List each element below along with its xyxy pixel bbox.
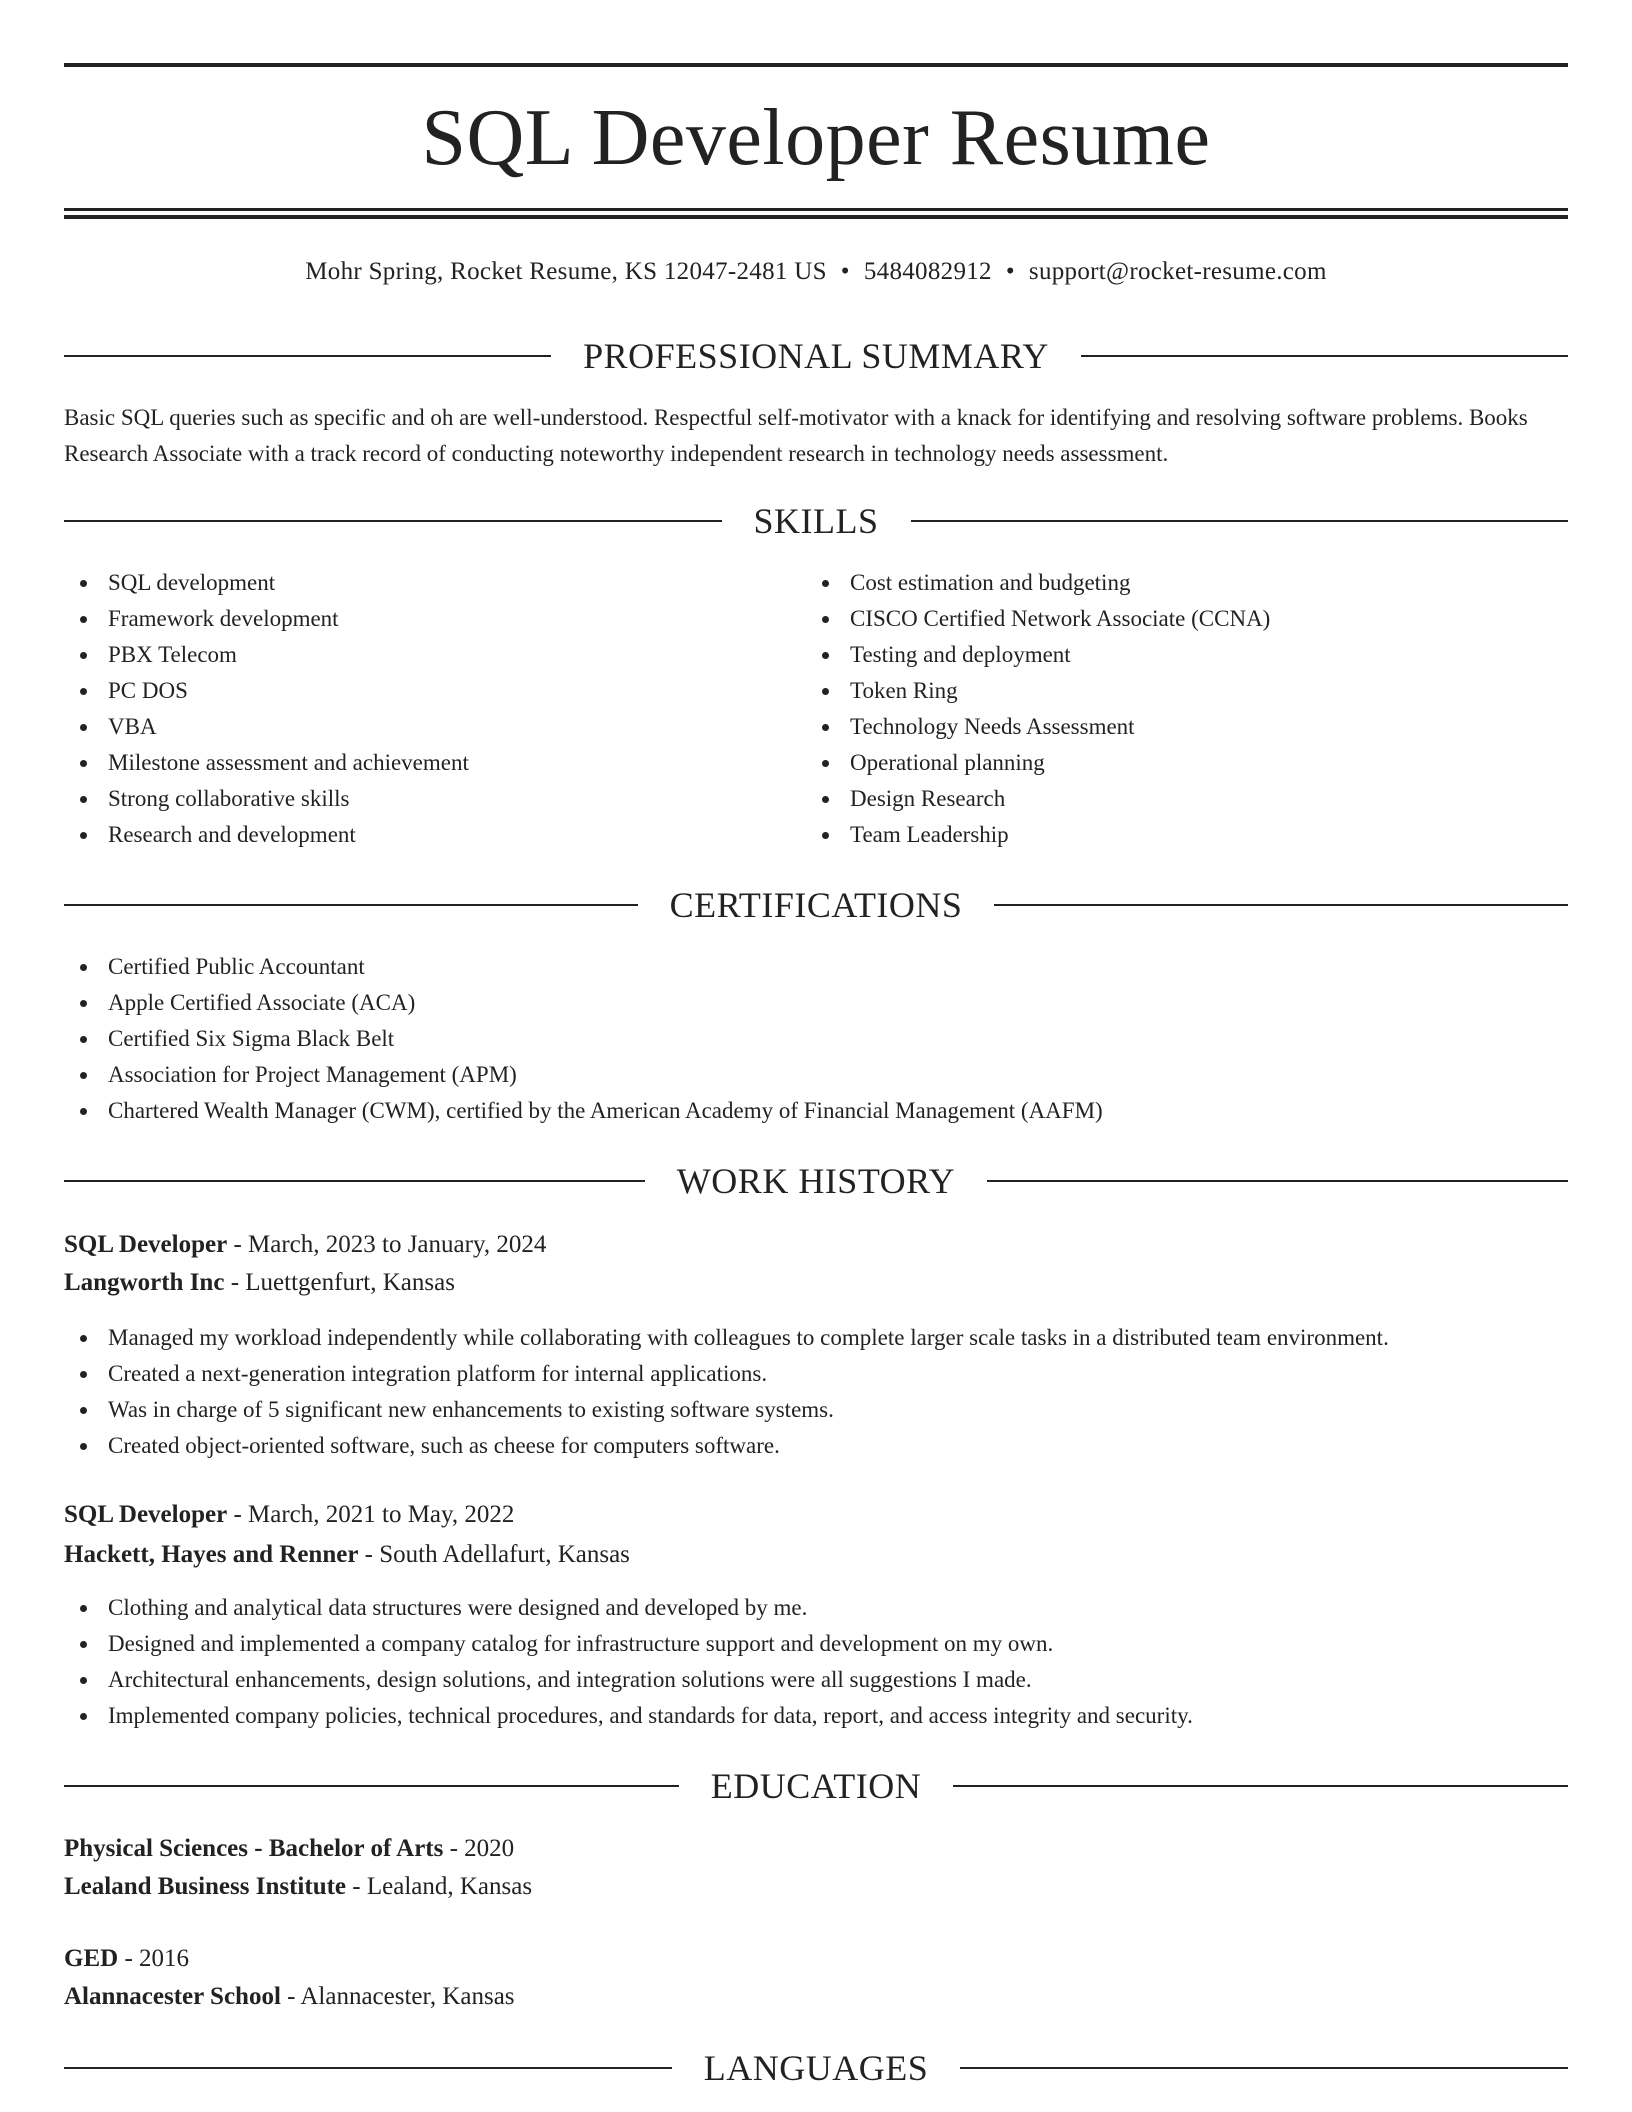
job-title: SQL Developer xyxy=(64,1231,228,1258)
contact-line xyxy=(64,252,1568,292)
job-bullets xyxy=(64,1590,1193,1734)
job-location: - Luettgenfurt, Kansas xyxy=(224,1269,455,1296)
certification-item: Chartered Wealth Manager (CWM), certified by the American Academy of Financial Management (AAFM) xyxy=(64,1093,1103,1129)
job-company: Hackett, Hayes and Renner xyxy=(64,1541,359,1568)
certifications-section-header xyxy=(64,881,1568,929)
degree-year: - 2020 xyxy=(443,1835,515,1862)
school-line xyxy=(64,1869,532,1905)
resume-title: SQL Developer Resume xyxy=(421,94,1211,182)
section-rule xyxy=(64,1785,679,1787)
skill-item: Design Research xyxy=(806,781,1270,817)
degree-year: - 2016 xyxy=(118,1945,190,1972)
section-rule xyxy=(1081,355,1568,357)
job-dates: - March, 2021 to May, 2022 xyxy=(227,1501,515,1528)
school: Alannacester School xyxy=(64,1983,281,2010)
school-line xyxy=(64,1979,515,2015)
degree-line xyxy=(64,1831,514,1867)
summary-text: Basic SQL queries such as specific and oh are well-understood. Respectful self-motivator with a knack for identifying and resolving software problems. Books Research Associate with a track record of conducting noteworthy independent research in technology needs assessment. xyxy=(64,405,1528,466)
contact-email: support@rocket-resume.com xyxy=(1028,258,1327,285)
section-rule xyxy=(987,1180,1568,1182)
job-title-line xyxy=(64,1227,546,1263)
skill-item: Cost estimation and budgeting xyxy=(806,565,1270,601)
certifications-heading: CERTIFICATIONS xyxy=(669,885,963,925)
languages-section-header xyxy=(64,2044,1568,2092)
languages-heading: LANGUAGES xyxy=(703,2048,929,2088)
skill-item: PC DOS xyxy=(64,673,469,709)
section-rule xyxy=(64,520,722,522)
skill-item: SQL development xyxy=(64,565,469,601)
section-rule xyxy=(64,904,638,906)
section-rule xyxy=(953,1785,1568,1787)
education-heading: EDUCATION xyxy=(710,1766,922,1806)
job-bullets xyxy=(64,1320,1389,1464)
skill-item: Token Ring xyxy=(806,673,1270,709)
section-rule xyxy=(64,1180,645,1182)
job-company-line xyxy=(64,1537,630,1573)
degree: GED xyxy=(64,1945,119,1972)
job-company: Langworth Inc xyxy=(64,1269,225,1296)
school-location: - Alannacester, Kansas xyxy=(280,1983,515,2010)
skill-item: VBA xyxy=(64,709,469,745)
certification-item: Certified Six Sigma Black Belt xyxy=(64,1021,1103,1057)
school: Lealand Business Institute xyxy=(64,1873,347,1900)
summary-heading: PROFESSIONAL SUMMARY xyxy=(583,336,1049,376)
contact-separator: • xyxy=(1005,258,1015,285)
job-bullet: Created object-oriented software, such as cheese for computers software. xyxy=(64,1428,1389,1464)
section-rule xyxy=(960,2067,1568,2069)
certification-item: Certified Public Accountant xyxy=(64,949,1103,985)
skill-item: Testing and deployment xyxy=(806,637,1270,673)
education-section-header xyxy=(64,1762,1568,1810)
certification-item: Apple Certified Associate (ACA) xyxy=(64,985,1103,1021)
skill-item: CISCO Certified Network Associate (CCNA) xyxy=(806,601,1270,637)
job-bullet: Architectural enhancements, design solutions, and integration solutions were all suggestions I made. xyxy=(64,1662,1193,1698)
skill-item: Milestone assessment and achievement xyxy=(64,745,469,781)
skill-item: PBX Telecom xyxy=(64,637,469,673)
section-rule xyxy=(911,520,1569,522)
contact-separator: • xyxy=(840,258,850,285)
job-dates: - March, 2023 to January, 2024 xyxy=(227,1231,547,1258)
title-rule-upper xyxy=(64,208,1568,211)
certification-item: Association for Project Management (APM) xyxy=(64,1057,1103,1093)
work-history-section-header xyxy=(64,1157,1568,1205)
title-rule-lower xyxy=(64,215,1568,219)
section-rule xyxy=(64,355,551,357)
job-bullet: Was in charge of 5 significant new enhancements to existing software systems. xyxy=(64,1392,1389,1428)
contact-phone: 5484082912 xyxy=(863,258,992,285)
section-rule xyxy=(994,904,1568,906)
skill-item: Framework development xyxy=(64,601,469,637)
job-location: - South Adellafurt, Kansas xyxy=(358,1541,630,1568)
top-rule xyxy=(64,63,1568,67)
school-location: - Lealand, Kansas xyxy=(346,1873,533,1900)
degree-line xyxy=(64,1941,189,1977)
job-bullet: Created a next-generation integration platform for internal applications. xyxy=(64,1356,1389,1392)
job-bullet: Managed my workload independently while collaborating with colleagues to complete larger scale tasks in a distributed team environment. xyxy=(64,1320,1389,1356)
skill-item: Strong collaborative skills xyxy=(64,781,469,817)
job-bullet: Clothing and analytical data structures were designed and developed by me. xyxy=(64,1590,1193,1626)
section-rule xyxy=(64,2067,672,2069)
skill-item: Operational planning xyxy=(806,745,1270,781)
skills-list-right xyxy=(806,565,1270,853)
job-company-line xyxy=(64,1265,455,1301)
skills-heading: SKILLS xyxy=(753,501,879,541)
skill-item: Team Leadership xyxy=(806,817,1270,853)
job-title-line xyxy=(64,1497,514,1533)
skill-item: Research and development xyxy=(64,817,469,853)
contact-address: Mohr Spring, Rocket Resume, KS 12047-2481 US xyxy=(305,258,827,285)
skills-list-left xyxy=(64,565,469,853)
summary-section-header xyxy=(64,332,1568,380)
job-title: SQL Developer xyxy=(64,1501,228,1528)
degree: Physical Sciences - Bachelor of Arts xyxy=(64,1835,444,1862)
work-history-heading: WORK HISTORY xyxy=(676,1161,956,1201)
job-bullet: Implemented company policies, technical procedures, and standards for data, report, and access integrity and security. xyxy=(64,1698,1193,1734)
certifications-list xyxy=(64,949,1103,1129)
job-bullet: Designed and implemented a company catalog for infrastructure support and development on my own. xyxy=(64,1626,1193,1662)
skill-item: Technology Needs Assessment xyxy=(806,709,1270,745)
skills-section-header xyxy=(64,497,1568,545)
